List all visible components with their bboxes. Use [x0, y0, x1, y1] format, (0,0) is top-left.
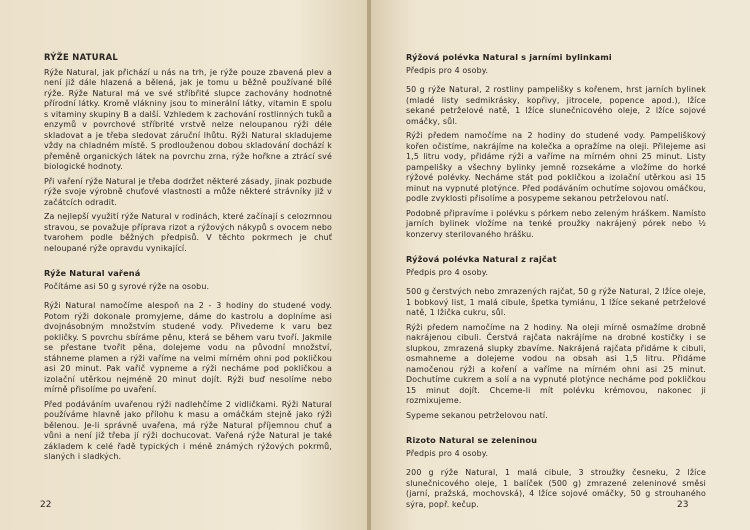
recipe-instructions: Rýži předem namočíme na 2 hodiny do studené vody. Pampeliškový kořen očistíme, nakrájíme na kolečka a opražíme na oleji. Přilejeme asi 1,5 litru vody, přidáme rýži a vaříme na mírném ohni 25 minut. Listy pampelišky a všechny bylinky jemně rozsekáme a vložíme do horké rýžové polévky. Necháme stát pod pokličkou a izolační utěrkou asi 15 minut na vypnuté plotýnce. Před podáváním ochutíme sojovou omáčkou, podle zvyklosti přisolíme a posypeme sekanou petrželovou natí.: [406, 131, 706, 203]
recipe-title: Rýže Natural vařená: [44, 268, 141, 278]
left-page-content: [44, 52, 332, 467]
page-number: 22: [40, 500, 52, 510]
recipe-section: [44, 268, 332, 463]
recipe-servings: Předpis pro 4 osoby.: [406, 267, 489, 277]
chapter-title: RÝŽE NATURAL: [44, 52, 118, 62]
right-page-content: [406, 52, 706, 514]
paragraph: Rýži Natural namočíme alespoň na 2 - 3 hodiny do studené vody. Potom rýži dokonale promyjeme, dáme do kastrolu a doplníme asi dvojnásobným množstvím studené vody. Přivedeme k varu bez pokličky. S povrchu sbíráme pěnu, která se během varu tvoří. Jakmile se přestane tvořit pěna, dolejeme vodu na původní množství, stáhneme plamen a rýži vaříme na velmi mírném ohni pod pokličkou asi 20 minut. Pak vařič vypneme a rýži necháme pod pokličkou a izolační utěrkou nejméně 20 minut dojít. Rýži buď nesolíme nebo mírně přisolíme po uvaření.: [44, 301, 332, 394]
recipe-title: Rizoto Natural se zeleninou: [406, 435, 538, 445]
recipe-servings: Předpis pro 4 osoby.: [406, 448, 489, 458]
recipe-variation: Podobně připravíme i polévku s pórkem nebo zeleným hráškem. Namísto jarních bylinek vložíme na tenké proužky nakrájený pórek nebo ½ konzervy sterilovaného hrášku.: [406, 208, 706, 239]
recipe-title: Rýžová polévka Natural s jarními bylinkami: [406, 52, 612, 62]
recipe-instructions: Rýži předem namočíme na 2 hodiny. Na oleji mírně osmažíme drobně nakrájenou cibuli. Čerstvá rajčata nakrájíme na drobné kostičky i se slupkou, zmrazená slupky zbavíme. Nakrájená rajčata přidáme k cibuli, osmahneme a dolejeme vodou na obsah asi 1,5 litru. Přidáme namočenou rýži a koření a vaříme na mírném ohni asi 25 minut. Dochutíme cukrem a solí a na vypnuté plotýnce necháme pod pokličkou 15 minut dojít. Chceme-li mít polévku krémovou, nakonec ji rozmixujeme.: [406, 322, 706, 405]
recipe-serving-note: Sypeme sekanou petrželovou natí.: [406, 410, 548, 420]
paragraph: Za nejlepší využití rýže Natural v rodinách, které začínají s celozrnnou stravou, se považuje příprava rizot a rýžových nákypů s ovocem nebo tvarohem podle běžných předpisů. V těchto pokrmech je chuť neloupané rýže opravdu vynikající.: [44, 212, 332, 253]
recipe-section: [406, 254, 706, 421]
recipe-servings: Předpis pro 4 osoby.: [406, 65, 489, 75]
recipe-subtitle: Počítáme asi 50 g syrové rýže na osobu.: [44, 281, 210, 291]
recipe-title: Rýžová polévka Natural z rajčat: [406, 254, 557, 264]
paragraph: Rýže Natural, jak přichází u nás na trh, je rýže pouze zbavená plev a není již dále hlazená a bělená, jak je tomu u běžně používané bílé rýže. Rýže Natural má ve své stříbřité slupce zachovány hodnotné přírodní látky. Kromě vlákniny jsou to minerální látky, vitamin E spolu s vitaminy skupiny B a další. Vzhledem k zachování rostlinných tuků a enzymů v povrchové stříbrité vrstvě nelze neloupanou rýži déle skladovat a je třeba sledovat záruční lhůtu. Rýži Natural skladujeme vždy na chladném místě. S prodlouženou dobou skladování dochází k přeměně organických látek na povrchu zrna, rýže hořkne a ztrácí své biologické hodnoty.: [44, 67, 332, 171]
recipe-section: [406, 52, 706, 240]
recipe-section: [406, 435, 706, 510]
right-page: [371, 0, 750, 530]
recipe-ingredients: 500 g čerstvých nebo zmrazených rajčat, 50 g rýže Natural, 2 lžíce oleje, 1 bobkový list, 1 malá cibule, špetka tymiánu, 1 lžíce sekané petrželové natě, 1 lžička cukru, sůl.: [406, 287, 706, 317]
paragraph: Před podáváním uvařenou rýži nadlehčíme 2 vidličkami. Rýži Natural používáme hlavně jako přílohu k masu a omáčkám stejně jako rýži bělenou. Je-li správně uvařena, má rýže Natural příjemnou chuť a vůni a není již třeba jí rýži dochucovat. Vařená rýže Natural je také základem k celé řadě typických i méně známých rýžových pokrmů, slaných i sladkých.: [44, 399, 332, 461]
left-page: [0, 0, 369, 530]
recipe-ingredients: 50 g rýže Natural, 2 rostliny pampelišky s kořenem, hrst jarních bylinek (mladé listy sedmikrásky, kopřivy, jitrocele, popence apod.), lžíce sekané petrželové natě, 1 lžíce slunečnicového oleje, 2 lžíce sojové omáčky, sůl.: [406, 85, 706, 126]
paragraph: Při vaření rýže Natural je třeba dodržet některé zásady, jinak pozbude rýže svoje výrobně chuťové vlastnosti a může některé strávníky již v začátcích odradit.: [44, 176, 332, 207]
recipe-ingredients: 200 g rýže Natural, 1 malá cibule, 3 stroužky česneku, 2 lžíce slunečnicového oleje, 1 balíček (500 g) zmrazené zeleninové směsi (jarní, pražská, mochovská), 4 lžíce sojové omáčky, 50 g strouhaného sýra, popř. kečup.: [406, 468, 706, 509]
page-number: 23: [677, 500, 689, 510]
